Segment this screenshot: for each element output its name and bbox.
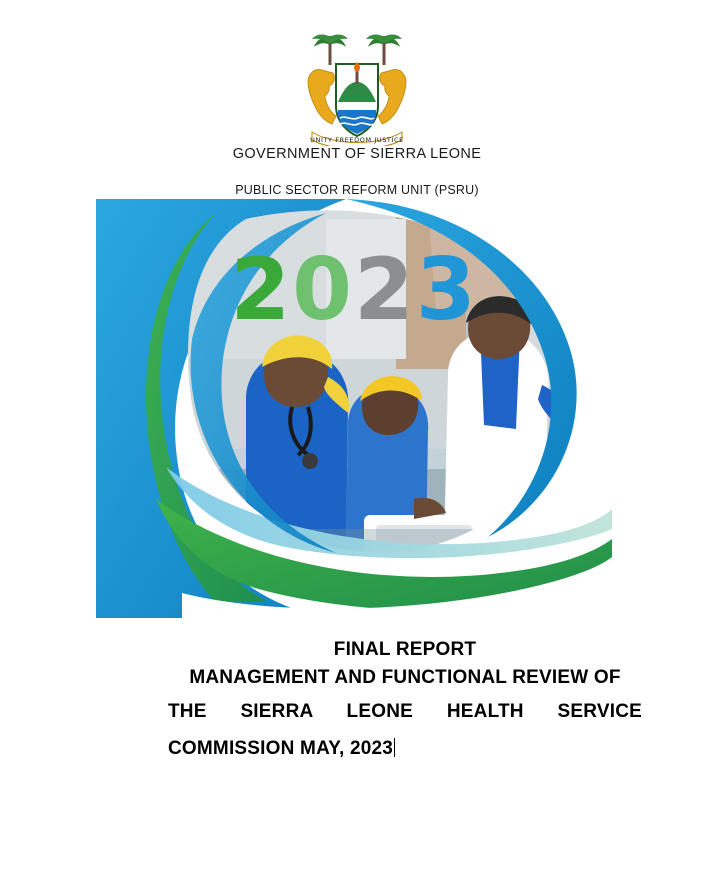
title-line-3: THE SIERRA LEONE HEALTH SERVICE <box>168 701 642 722</box>
title-line-4 <box>168 732 642 766</box>
cover-image <box>96 199 612 618</box>
title-line-2: MANAGEMENT AND FUNCTIONAL REVIEW OF <box>189 667 621 688</box>
report-title-block <box>168 636 642 766</box>
year-digit-1: 2 <box>230 240 293 340</box>
coat-of-arms-container <box>0 28 714 146</box>
year-digit-3: 2 <box>354 240 416 340</box>
sierra-leone-coat-of-arms-icon <box>292 28 422 146</box>
page-title: FINAL REPORT <box>333 639 477 660</box>
year-digit-4: 3 <box>415 240 478 340</box>
title-line-4-text: COMMISSION MAY, 2023 <box>168 738 394 759</box>
unit-line: PUBLIC SECTOR REFORM UNIT (PSRU) <box>235 183 479 197</box>
svg-text:UNITY FREEDOM JUSTICE: UNITY FREEDOM JUSTICE <box>310 136 404 144</box>
text-caret <box>394 738 395 757</box>
year-digit-2: 0 <box>292 240 354 340</box>
government-line: GOVERNMENT OF SIERRA LEONE <box>232 146 482 162</box>
